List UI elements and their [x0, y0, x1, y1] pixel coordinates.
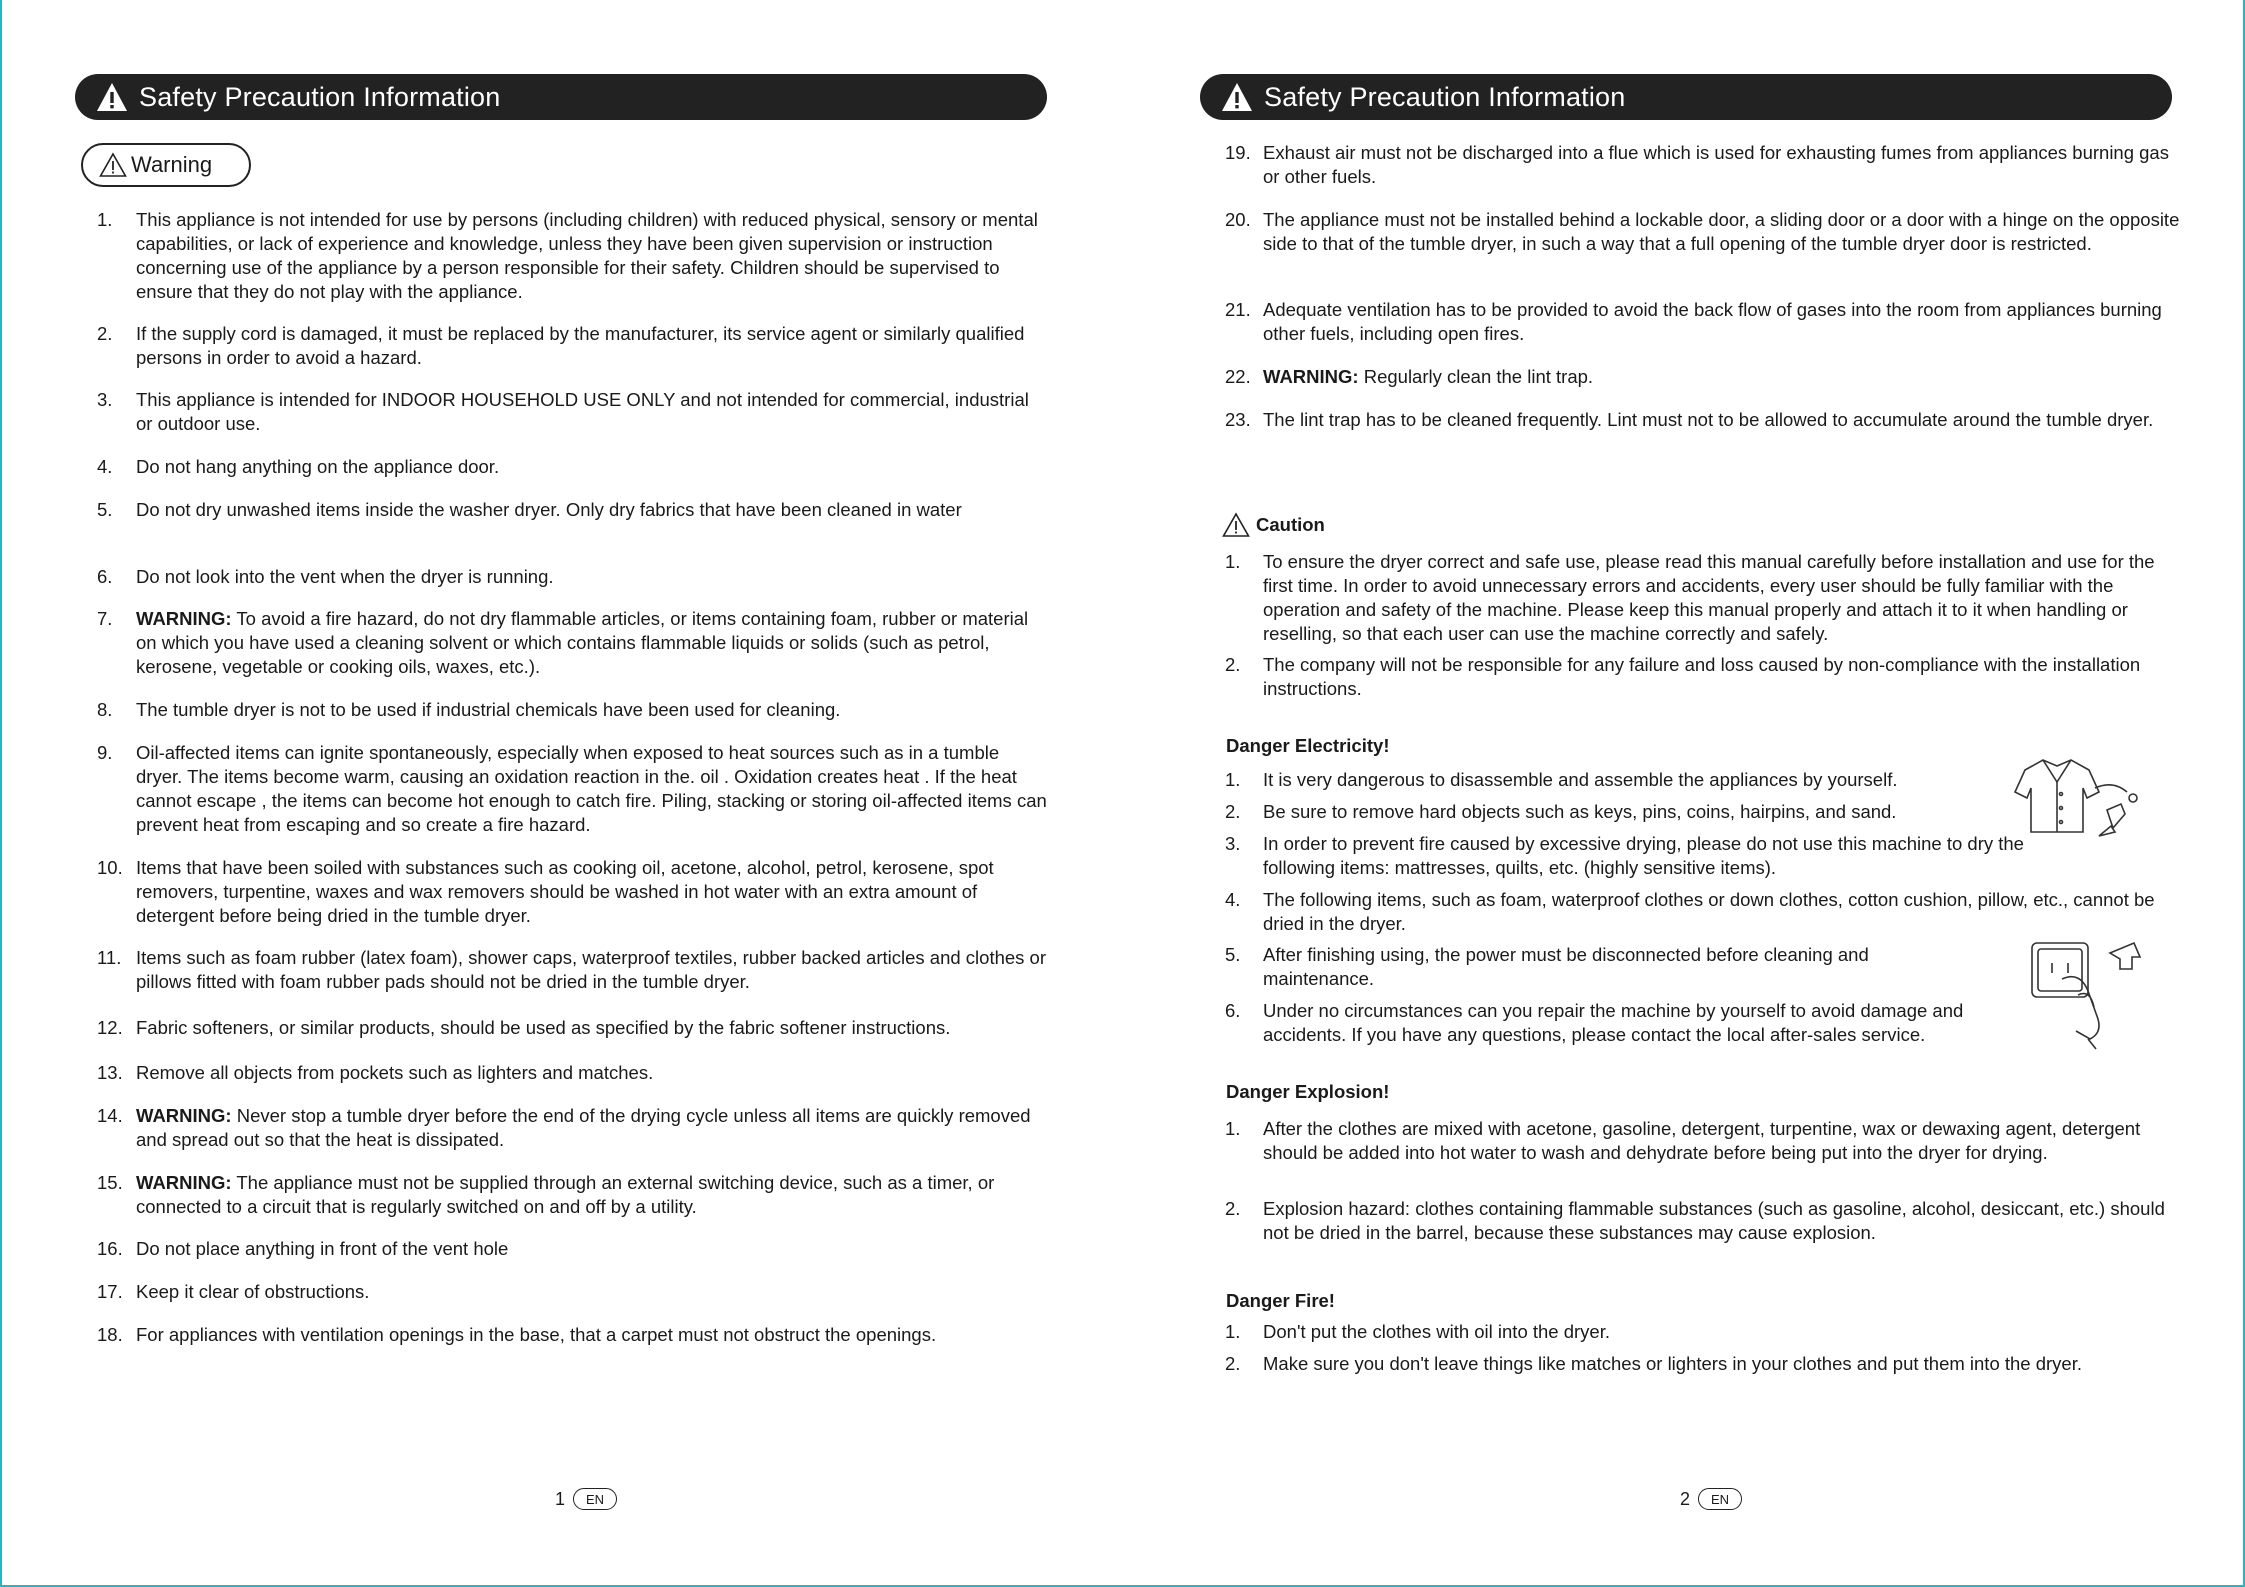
item-body: Never stop a tumble dryer before the end of the drying cycle unless all items are quickly removed and spread out so that the heat is dissipated. — [136, 1105, 1031, 1150]
warning-prefix: WARNING: — [136, 608, 232, 629]
warning-triangle-icon — [1220, 81, 1254, 113]
language-badge: EN — [1698, 1488, 1742, 1510]
item-number: 9. — [97, 742, 113, 763]
item-number: 1. — [1225, 551, 1241, 572]
item-text: For appliances with ventilation openings in the base, that a carpet must not obstruct the openings. — [136, 1324, 937, 1345]
item-text: This appliance is not intended for use by persons (including children) with reduced physical, sensory or mental capabilities, or lack of experience and knowledge, unless they have been given supervision or instruction concerning use of the appliance by a person responsible for their safety. Children should be supervised to ensure that they do not play with the appliance. — [136, 209, 1038, 302]
item-number: 18. — [97, 1324, 123, 1345]
item-number: 3. — [97, 389, 113, 410]
item-number: 11. — [97, 947, 122, 968]
item-text: Adequate ventilation has to be provided to avoid the back flow of gases into the room from appliances burning other fuels, including open fires. — [1263, 299, 2162, 344]
item-text: If the supply cord is damaged, it must be replaced by the manufacturer, its service agent or similarly qualified persons in order to avoid a hazard. — [136, 323, 1025, 368]
item-text: Be sure to remove hard objects such as keys, pins, coins, hairpins, and sand. — [1263, 801, 1897, 822]
banner-title: Safety Precaution Information — [1264, 81, 1626, 112]
item-number: 10. — [97, 857, 123, 878]
warning-triangle-icon — [99, 152, 127, 178]
banner-title: Safety Precaution Information — [139, 81, 501, 112]
item-text: Exhaust air must not be discharged into a flue which is used for exhausting fumes from appliances burning gas or other fuels. — [1263, 142, 2169, 187]
item-number: 7. — [97, 608, 113, 629]
caution-label: Caution — [1256, 514, 1325, 535]
item-number: 1. — [1225, 1118, 1241, 1139]
item-number: 6. — [1225, 1000, 1241, 1021]
item-text: The lint trap has to be cleaned frequently. Lint must not to be allowed to accumulate around the tumble dryer. — [1263, 409, 2154, 430]
danger-explosion-heading: Danger Explosion! — [1226, 1081, 1390, 1102]
item-text: Explosion hazard: clothes containing flammable substances (such as gasoline, alcohol, desiccant, etc.) should not be dried in the barrel, because these substances may cause explosion. — [1263, 1198, 2165, 1243]
item-number: 23. — [1225, 409, 1251, 430]
item-number: 4. — [97, 456, 113, 477]
item-number: 15. — [97, 1172, 123, 1193]
item-text — [136, 1104, 1047, 1152]
warning-triangle-icon — [95, 81, 129, 113]
manual-page-left — [75, 0, 1047, 1587]
item-text: Don't put the clothes with oil into the dryer. — [1263, 1321, 1611, 1342]
item-number: 20. — [1225, 209, 1251, 230]
item-text: Remove all objects from pockets such as lighters and matches. — [136, 1062, 654, 1083]
item-number: 4. — [1225, 889, 1241, 910]
item-text: After finishing using, the power must be disconnected before cleaning and maintenance. — [1263, 944, 1869, 989]
item-number: 1. — [97, 209, 113, 230]
item-number: 2. — [1225, 1353, 1241, 1374]
item-text: The tumble dryer is not to be used if industrial chemicals have been used for cleaning. — [136, 699, 841, 720]
item-text: Do not dry unwashed items inside the washer dryer. Only dry fabrics that have been cleaned in water — [136, 499, 962, 520]
item-text — [136, 607, 1047, 679]
item-text: This appliance is intended for INDOOR HOUSEHOLD USE ONLY and not intended for commercial, industrial or outdoor use. — [136, 389, 1029, 434]
item-number: 8. — [97, 699, 113, 720]
item-number: 2. — [97, 323, 113, 344]
item-text: It is very dangerous to disassemble and assemble the appliances by yourself. — [1263, 769, 1898, 790]
item-number: 21. — [1225, 299, 1251, 320]
item-number: 14. — [97, 1105, 123, 1126]
item-text: Oil-affected items can ignite spontaneously, especially when exposed to heat sources such as in a tumble dryer. The items become warm, causing an oxidation reaction in the. oil . Oxidation creates heat . If the heat cannot escape , the items can become hot enough to catch fire. Piling, stacking or storing oil-affected items can prevent heat from escaping and so create a fire hazard. — [136, 742, 1047, 835]
caution-heading — [1222, 512, 1325, 538]
item-number: 2. — [1225, 654, 1241, 675]
page-number-text: 1 — [555, 1488, 566, 1509]
item-body: Regularly clean the lint trap. — [1358, 366, 1594, 387]
item-text: Do not look into the vent when the dryer is running. — [136, 566, 554, 587]
section-banner — [75, 74, 1047, 120]
warning-label: Warning — [131, 152, 213, 177]
item-number: 17. — [97, 1281, 123, 1302]
item-text: Make sure you don't leave things like matches or lighters in your clothes and put them into the dryer. — [1263, 1353, 2082, 1374]
item-text: The following items, such as foam, waterproof clothes or down clothes, cotton cushion, pillow, etc., cannot be dried in the dryer. — [1263, 889, 2155, 934]
danger-electricity-heading: Danger Electricity! — [1226, 735, 1390, 756]
item-number: 12. — [97, 1017, 123, 1038]
item-number: 2. — [1225, 1198, 1241, 1219]
warning-prefix: WARNING: — [136, 1105, 232, 1126]
item-text: To ensure the dryer correct and safe use, please read this manual carefully before installation and use for the first time. In order to avoid unnecessary errors and accidents, every user should be fully familiar with the operation and safety of the machine. Please keep this manual properly and attach it to it when handling or reselling, so that each user can use the machine correctly and safely. — [1263, 551, 2155, 644]
page-number — [555, 1488, 617, 1510]
warning-label-pill — [81, 143, 251, 187]
item-text: Fabric softeners, or similar products, should be used as specified by the fabric softener instructions. — [136, 1017, 951, 1038]
item-number: 13. — [97, 1062, 123, 1083]
item-number: 3. — [1225, 833, 1241, 854]
item-text: The appliance must not be installed behind a lockable door, a sliding door or a door with a hinge on the opposite side to that of the tumble dryer, in such a way that a full opening of the tumble dryer door is restricted. — [1263, 209, 2180, 254]
section-banner — [1200, 74, 2172, 120]
item-text — [1263, 365, 2182, 389]
unplug-power-illustration-icon — [2028, 935, 2148, 1050]
item-number: 1. — [1225, 769, 1241, 790]
item-number: 22. — [1225, 366, 1251, 387]
item-text: Do not hang anything on the appliance door. — [136, 456, 500, 477]
page-number-text: 2 — [1680, 1488, 1691, 1509]
item-number: 2. — [1225, 801, 1241, 822]
danger-fire-heading: Danger Fire! — [1226, 1290, 1335, 1311]
item-body: The appliance must not be supplied through an external switching device, such as a timer, or connected to a circuit that is regularly switched on and off by a utility. — [136, 1172, 995, 1217]
item-number: 5. — [97, 499, 113, 520]
manual-page-right — [1200, 0, 2180, 1587]
item-number: 19. — [1225, 142, 1251, 163]
warning-prefix: WARNING: — [1263, 366, 1359, 387]
item-number: 5. — [1225, 944, 1241, 965]
item-text: After the clothes are mixed with acetone, gasoline, detergent, turpentine, wax or dewaxing agent, detergent should be added into hot water to wash and dehydrate before being put into the dryer for drying. — [1263, 1118, 2141, 1163]
item-text: Do not place anything in front of the vent hole — [136, 1238, 509, 1259]
item-number: 1. — [1225, 1321, 1241, 1342]
caution-triangle-icon — [1222, 512, 1250, 538]
item-number: 16. — [97, 1238, 123, 1259]
language-badge: EN — [573, 1488, 617, 1510]
item-text: Items that have been soiled with substances such as cooking oil, acetone, alcohol, petrol, kerosene, spot removers, turpentine, waxes and wax removers should be washed in hot water with an extra amount of detergent before being dried in the tumble dryer. — [136, 857, 994, 926]
item-text: Under no circumstances can you repair the machine by yourself to avoid damage and accidents. If you have any questions, please contact the local after-sales service. — [1263, 1000, 1964, 1045]
item-body: To avoid a fire hazard, do not dry flammable articles, or items containing foam, rubber or material on which you have used a cleaning solvent or which contains flammable liquids or solids (such as petrol, kerosene, vegetable or cooking oils, waxes, etc.). — [136, 608, 1029, 677]
item-text — [136, 1171, 1047, 1219]
item-text: The company will not be responsible for any failure and loss caused by non-compliance with the installation instructions. — [1263, 654, 2141, 699]
item-text: Items such as foam rubber (latex foam), shower caps, waterproof textiles, rubber backed articles and clothes or pillows fitted with foam rubber pads should not be dried in the tumble dryer. — [136, 947, 1046, 992]
item-text: Keep it clear of obstructions. — [136, 1281, 370, 1302]
clothing-illustration-icon — [1995, 752, 2145, 852]
item-number: 6. — [97, 566, 113, 587]
warning-prefix: WARNING: — [136, 1172, 232, 1193]
item-text: In order to prevent fire caused by excessive drying, please do not use this machine to dry the following items: mattresses, quilts, etc. (highly sensitive items). — [1263, 833, 2024, 878]
page-frame-left — [0, 0, 2, 1587]
page-number — [1680, 1488, 1742, 1510]
